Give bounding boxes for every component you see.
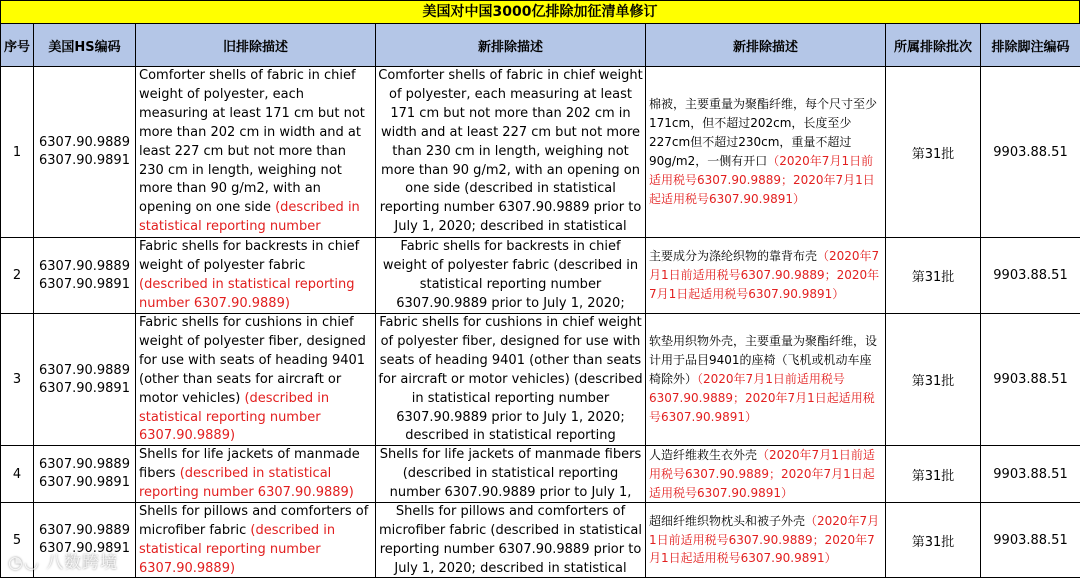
old-desc-cell — [136, 503, 376, 578]
header-new-desc-zh: 新排除描述 — [646, 24, 886, 67]
batch-cell: 第31批 — [886, 314, 981, 446]
footnote-cell: 9903.88.51 — [981, 314, 1080, 446]
hs-code-new: 6307.90.9891 — [39, 541, 130, 556]
hs-code-old: 6307.90.9889 — [39, 457, 130, 472]
old-desc-note: (described in statistical reporting number 6307.90.9889) — [139, 276, 355, 311]
zh-desc-cell — [646, 503, 886, 578]
zh-desc-note: （2020年7月1日前适用税号6307.90.9889；2020年7月1日起适用税号6307.90.9891） — [649, 249, 880, 301]
zh-desc-note: （2020年7月1日前适用税号6307.90.9889；2020年7月1日起适用税号6307.90.9891） — [649, 372, 875, 424]
new-desc-text: Shells for pillows and comforters of microfiber fabric (described in statistical reporting number 6307.90.9889 prior to July 1, 2020; described in statistical — [379, 504, 642, 576]
header-new-desc: 新排除描述 — [376, 24, 646, 67]
table-row — [1, 503, 1080, 578]
zh-desc-text: 主要成分为涤纶织物的靠背布壳 — [649, 249, 818, 264]
zh-desc-cell — [646, 67, 886, 238]
table-row — [1, 67, 1080, 238]
watermark-logo — [8, 548, 118, 573]
watermark-icon: ◔◡ — [8, 553, 40, 573]
serial-cell: 5 — [1, 503, 34, 578]
footnote-cell: 9903.88.51 — [981, 238, 1080, 314]
header-footnote: 排除脚注编码 — [981, 24, 1080, 67]
zh-desc-text: 软垫用织物外壳，主要重量为聚酯纤维，设计用于品目9401的座椅（飞机或机动车座椅除外） — [649, 334, 878, 387]
hs-code-new: 6307.90.9891 — [39, 475, 130, 490]
batch-cell: 第31批 — [886, 503, 981, 578]
header-row — [1, 24, 1080, 67]
new-desc-cell — [376, 67, 646, 238]
table-row — [1, 446, 1080, 503]
zh-desc-cell — [646, 314, 886, 446]
hs-code-cell — [34, 446, 136, 503]
old-desc-cell — [136, 314, 376, 446]
table-row — [1, 238, 1080, 314]
hs-code-old: 6307.90.9889 — [39, 362, 130, 378]
hs-code-cell — [34, 314, 136, 446]
header-old-desc: 旧排除描述 — [136, 24, 376, 67]
old-desc-cell — [136, 67, 376, 238]
serial-cell: 3 — [1, 314, 34, 446]
zh-desc-note: （2020年7月1日前适用税号6307.90.9889；2020年7月1日起适用税号6307.90.9891） — [649, 513, 880, 566]
zh-desc-text: 棉被，主要重量为聚酯纤维，每个尺寸至少171cm，但不超过202cm，长度至少227cm但不超过230cm，重量不超过90g/m2，一侧有开口 — [649, 97, 878, 168]
old-desc-note: (described in statistical reporting number 6307.90.9889) — [139, 390, 330, 444]
hs-code-old: 6307.90.9889 — [39, 523, 130, 538]
old-desc-text: Comforter shells of fabric in chief weight of polyester, each measuring at least 171 cm but not more than 202 cm in width and at least 227 cm but not more than 230 cm in length, weighing not more than 90 g/m2, with an opening on one side — [139, 68, 365, 216]
hs-code-new: 6307.90.9891 — [39, 153, 130, 168]
hs-code-new: 6307.90.9891 — [39, 380, 130, 396]
new-desc-text: Fabric shells for cushions in chief weight of polyester fiber, designed for use with seats of heading 9401 (other than seats for aircraft or motor vehicles) (described in statistical reporting number 6307.90.9889 prior to July 1, 2020; described in statistical reporting — [378, 315, 643, 444]
table-title: 美国对中国3000亿排除加征清单修订 — [0, 0, 1080, 24]
hs-code-old: 6307.90.9889 — [39, 135, 130, 150]
hs-code-cell — [34, 238, 136, 314]
serial-cell: 2 — [1, 238, 34, 314]
hs-code-old: 6307.90.9889 — [39, 258, 130, 274]
serial-cell: 4 — [1, 446, 34, 503]
old-desc-cell — [136, 446, 376, 503]
old-desc-cell — [136, 238, 376, 314]
new-desc-cell — [376, 503, 646, 578]
zh-desc-text: 超细纤维织物枕头和被子外壳 — [649, 513, 806, 528]
new-desc-cell — [376, 314, 646, 446]
zh-desc-cell — [646, 238, 886, 314]
new-desc-text: Shells for life jackets of manmade fibers (described in statistical reporting number 6307.90.9889 prior to July 1, — [379, 447, 642, 500]
footnote-cell: 9903.88.51 — [981, 446, 1080, 503]
batch-cell: 第31批 — [886, 446, 981, 503]
footnote-cell: 9903.88.51 — [981, 503, 1080, 578]
hs-code-new: 6307.90.9891 — [39, 276, 130, 292]
table-row — [1, 314, 1080, 446]
watermark-text: 八数跨境 — [46, 553, 119, 573]
header-batch: 所属排除批次 — [886, 24, 981, 67]
batch-cell: 第31批 — [886, 67, 981, 238]
old-desc-text: Shells for pillows and comforters of microfiber fabric — [139, 504, 369, 538]
old-desc-note: (described in statistical reporting number 6307.90.9889) — [139, 522, 336, 576]
serial-cell: 1 — [1, 67, 34, 238]
header-serial: 序号 — [1, 24, 34, 67]
exclusion-table — [0, 23, 1080, 578]
old-desc-note: (described in statistical reporting number — [139, 200, 360, 235]
batch-cell: 第31批 — [886, 238, 981, 314]
new-desc-text: Fabric shells for backrests in chief weight of polyester fabric (described in statistical reporting number 6307.90.9889 prior to July 1, 2020; — [382, 239, 639, 311]
old-desc-note: (described in statistical reporting number 6307.90.9889) — [139, 465, 354, 500]
old-desc-text: Fabric shells for cushions in chief weight of polyester fiber, designed for use with seats of heading 9401 (other than seats for aircraft or motor vehicles) — [139, 315, 366, 406]
old-desc-text: Shells for life jackets of manmade fibers — [139, 447, 360, 481]
new-desc-cell — [376, 446, 646, 503]
hs-code-cell — [34, 67, 136, 238]
new-desc-cell — [376, 238, 646, 314]
zh-desc-note: （2020年7月1日前适用税号6307.90.9889；2020年7月1日起适用税号6307.90.9891） — [649, 448, 875, 500]
new-desc-text: Comforter shells of fabric in chief weight of polyester, each measuring at least 171 cm but not more than 202 cm in width and at least 227 cm but not more than 230 cm in length, weighing not more than 90 g/m2, with an opening on one side (described in statistical reporting number 6307.90.9889 prior to July 1, 2020; described in statistical — [378, 68, 643, 235]
zh-desc-text: 人造纤维救生衣外壳 — [649, 448, 758, 462]
zh-desc-note: （2020年7月1日前适用税号6307.90.9889；2020年7月1日起适用税号6307.90.9891） — [649, 154, 875, 206]
zh-desc-cell — [646, 446, 886, 503]
old-desc-text: Fabric shells for backrests in chief weight of polyester fabric — [139, 239, 360, 273]
footnote-cell: 9903.88.51 — [981, 67, 1080, 238]
header-hs-code: 美国HS编码 — [34, 24, 136, 67]
